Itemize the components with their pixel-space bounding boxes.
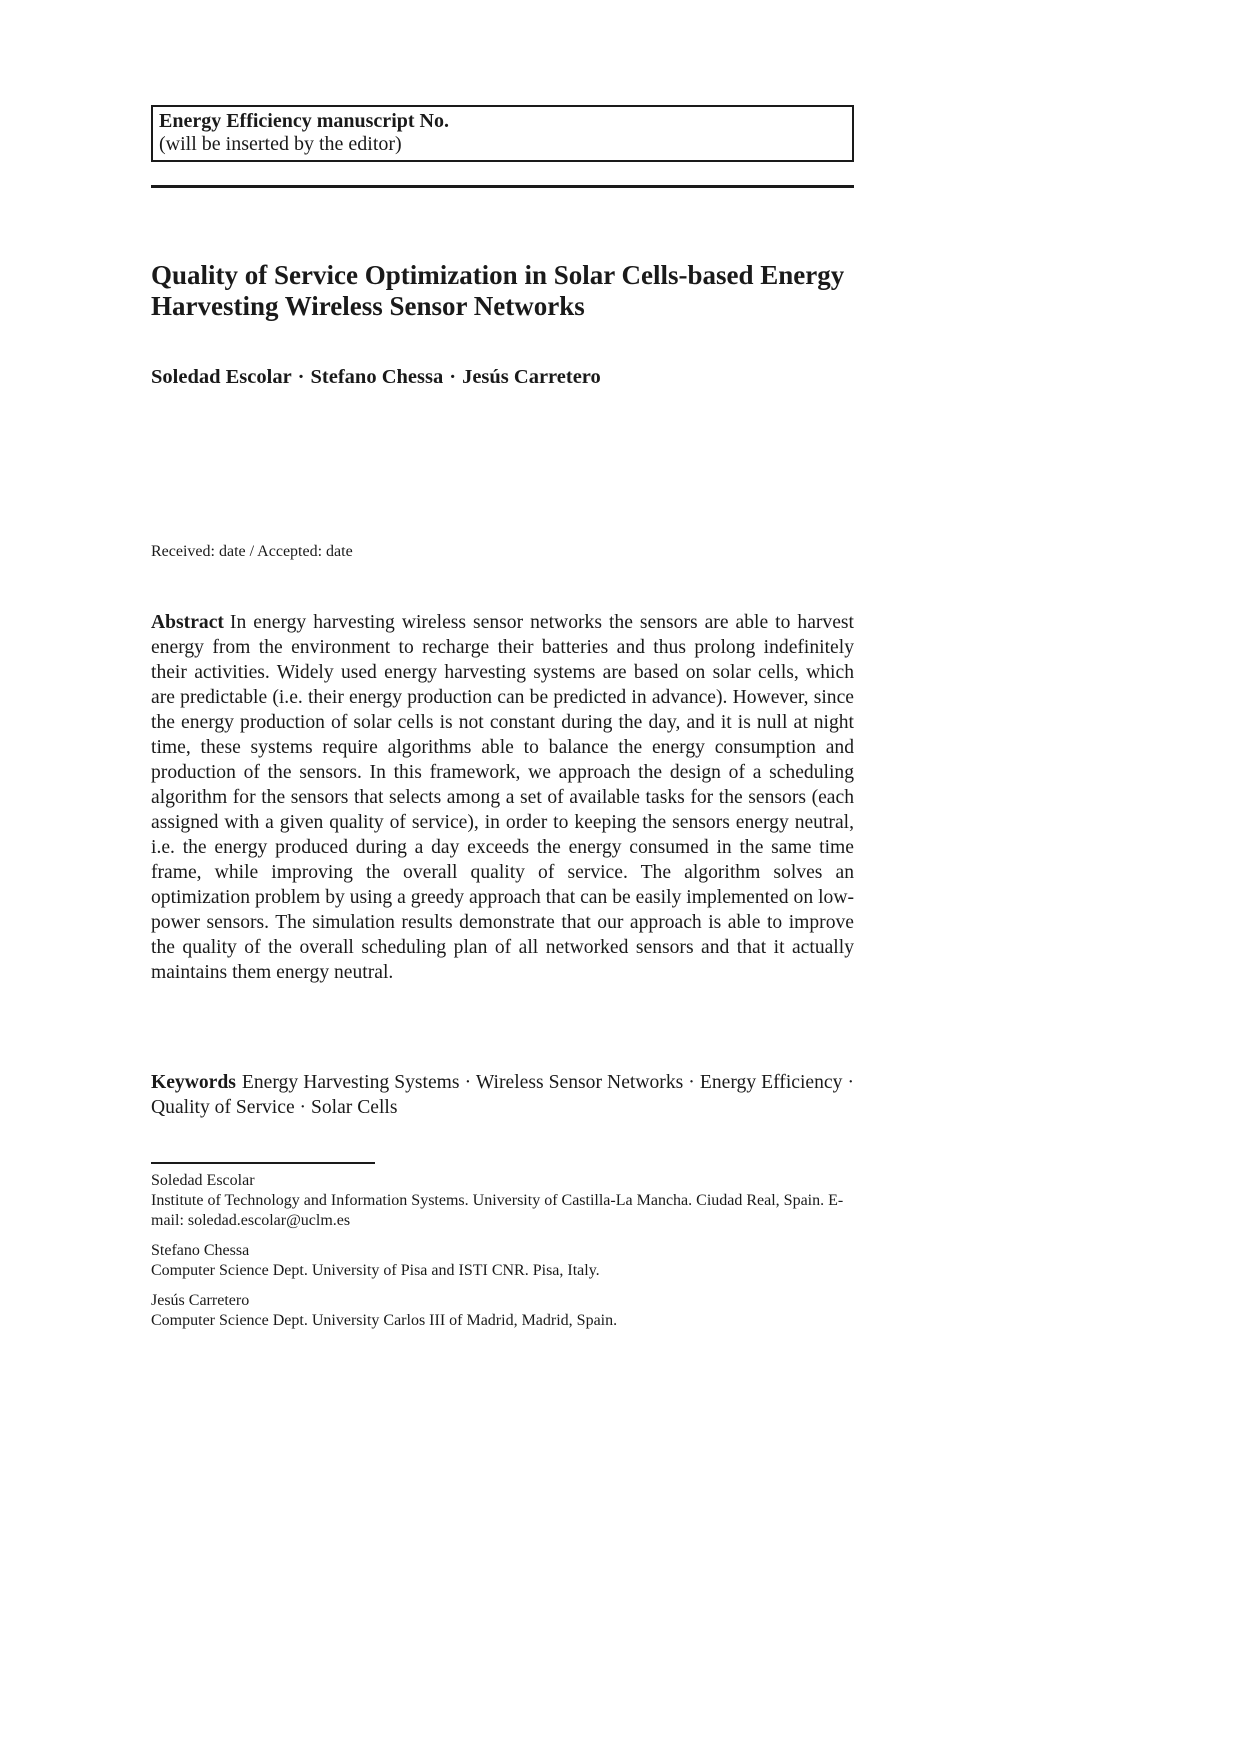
affiliation-author: Stefano Chessa xyxy=(151,1242,250,1259)
author-separator: · xyxy=(297,366,305,388)
affiliation-author: Soledad Escolar xyxy=(151,1172,255,1189)
author-list xyxy=(151,365,621,390)
footnote-rule xyxy=(151,1162,375,1164)
abstract-text: In energy harvesting wireless sensor networks the sensors are able to harvest energy from the environment to recharge their batteries and thus prolong indefinitely their activities. Widely used energy harvesting systems are based on solar cells, which are predictable (i.e. their energy production can be predicted in advance). However, since the energy production of solar cells is not constant during the day, and it is null at night time, these systems require algorithms able to balance the energy consumption and production of the sensors. In this framework, we approach the design of a scheduling algorithm for the sensors that selects among a set of available tasks for the sensors (each assigned with a given quality of service), in order to keeping the sensors energy neutral, i.e. the energy produced during a day exceeds the energy consumed in the same time frame, while improving the overall quality of service. The algorithm solves an optimization problem by using a greedy approach that can be easily implemented on low-power sensors. The simulation results demonstrate that our approach is able to improve the quality of the overall scheduling plan of all networked sensors and that it actually maintains them energy neutral. xyxy=(151,612,854,983)
author-separator: · xyxy=(449,366,457,388)
affiliations xyxy=(151,1171,854,1341)
affiliation-details: Institute of Technology and Information Systems. University of Castilla-La Mancha. Ciudad Real, Spain. E-mail: soledad.escolar@uclm.es xyxy=(151,1192,844,1229)
author-name: Soledad Escolar xyxy=(151,366,292,388)
affiliation-item xyxy=(151,1291,854,1331)
paper-title: Quality of Service Optimization in Solar Cells-based Energy Harvesting Wireless Sensor Networks xyxy=(151,260,845,321)
affiliation-details: Computer Science Dept. University of Pisa and ISTI CNR. Pisa, Italy. xyxy=(151,1262,600,1279)
affiliation-item xyxy=(151,1241,854,1281)
affiliation-author: Jesús Carretero xyxy=(151,1292,250,1309)
author-name: Stefano Chessa xyxy=(310,366,444,388)
keywords-label: Keywords xyxy=(151,1072,236,1093)
abstract-label: Abstract xyxy=(151,612,224,633)
journal-name: Energy Efficiency manuscript No. xyxy=(159,110,449,132)
affiliation-details: Computer Science Dept. University Carlos III of Madrid, Madrid, Spain. xyxy=(151,1312,618,1329)
abstract xyxy=(151,610,854,985)
journal-header-box xyxy=(151,105,854,162)
header-rule xyxy=(151,185,854,188)
keywords-text: Energy Harvesting Systems · Wireless Sensor Networks · Energy Efficiency · Quality of Service · Solar Cells xyxy=(151,1072,854,1118)
received-date: Received: date / Accepted: date xyxy=(151,543,353,560)
editor-note: (will be inserted by the editor) xyxy=(159,133,402,155)
author-name: Jesús Carretero xyxy=(462,366,601,388)
keywords xyxy=(151,1070,854,1120)
paper-page xyxy=(151,105,854,1329)
affiliation-item xyxy=(151,1171,854,1231)
